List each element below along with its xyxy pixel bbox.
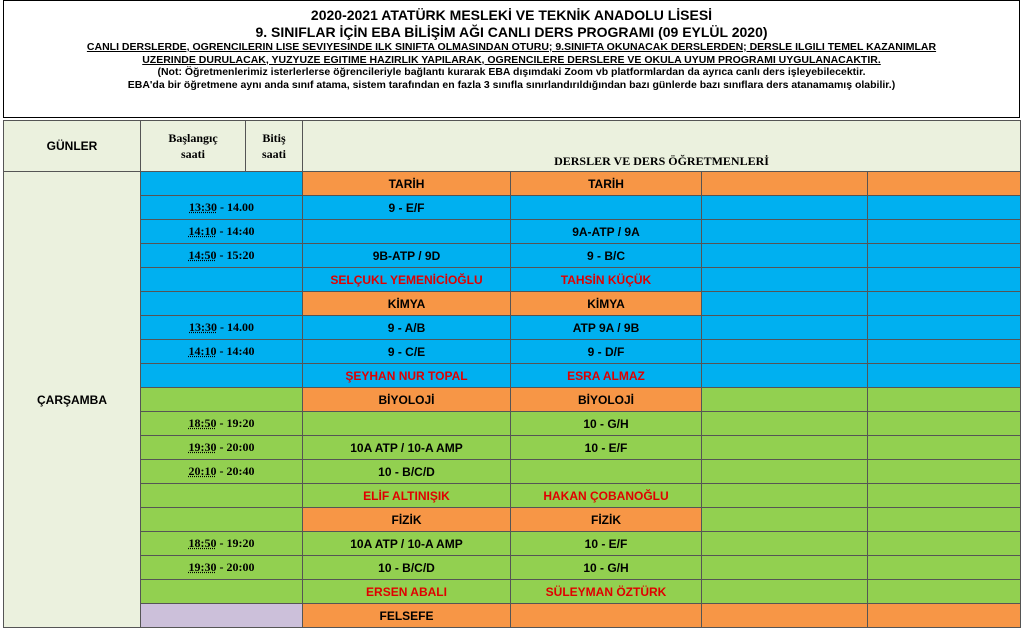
lesson-cell-3 (702, 388, 868, 412)
lesson-cell-1: ŞEYHAN NUR TOPAL (303, 364, 511, 388)
end-time: 19:20 (226, 416, 255, 430)
document-header (3, 0, 1020, 118)
lesson-cell-1: 10A ATP / 10-A AMP (303, 436, 511, 460)
lesson-cell-1: 9B-ATP / 9D (303, 244, 511, 268)
lesson-cell-3 (702, 292, 868, 316)
lesson-cell-1: FELSEFE (303, 604, 511, 628)
start-time: 19:30 (188, 440, 217, 454)
end-header-line2: saati (262, 147, 286, 161)
lesson-cell-3 (702, 604, 868, 628)
lesson-cell-1: SELÇUKL YEMENİCİOĞLU (303, 268, 511, 292)
start-header-line1: Başlangıç (168, 131, 218, 145)
lesson-cell-4 (868, 484, 1021, 508)
lesson-cell-2: SÜLEYMAN ÖZTÜRK (511, 580, 702, 604)
schedule-row (4, 436, 1021, 460)
lesson-cell-4 (868, 244, 1021, 268)
time-separator: - (216, 248, 227, 262)
end-time: 14.00 (227, 320, 254, 334)
lesson-cell-2 (511, 604, 702, 628)
end-time: 15:20 (226, 248, 255, 262)
time-cell (141, 484, 303, 508)
lesson-cell-2: 10 - G/H (511, 556, 702, 580)
lesson-cell-4 (868, 532, 1021, 556)
end-time: 20:00 (226, 440, 255, 454)
column-header-days: GÜNLER (4, 121, 141, 172)
lesson-cell-4 (868, 172, 1021, 196)
lesson-cell-4 (868, 196, 1021, 220)
lesson-cell-3 (702, 412, 868, 436)
lesson-cell-4 (868, 340, 1021, 364)
column-header-lessons: DERSLER VE DERS ÖĞRETMENLERİ (303, 121, 1021, 172)
time-separator: - (216, 224, 227, 238)
schedule-row (4, 196, 1021, 220)
lesson-cell-2: ATP 9A / 9B (511, 316, 702, 340)
schedule-row (4, 388, 1021, 412)
lesson-cell-1: KİMYA (303, 292, 511, 316)
lesson-cell-4 (868, 268, 1021, 292)
end-time: 20:00 (226, 560, 255, 574)
lesson-cell-4 (868, 460, 1021, 484)
time-cell (141, 436, 303, 460)
schedule-row (4, 292, 1021, 316)
schedule-row (4, 580, 1021, 604)
school-title: 2020-2021 ATATÜRK MESLEKİ VE TEKNİK ANADOLU LİSESİ (310, 7, 713, 23)
lesson-cell-3 (702, 436, 868, 460)
time-separator: - (217, 320, 227, 334)
start-time: 14:50 (188, 248, 217, 262)
lesson-cell-2: TARİH (511, 172, 702, 196)
time-cell (141, 244, 303, 268)
lesson-cell-3 (702, 196, 868, 220)
end-time: 20:40 (226, 464, 255, 478)
start-time: 19:30 (188, 560, 217, 574)
end-time: 14:40 (226, 224, 255, 238)
schedule-row (4, 340, 1021, 364)
time-separator: - (216, 464, 227, 478)
lesson-cell-3 (702, 244, 868, 268)
lesson-cell-4 (868, 604, 1021, 628)
lesson-cell-2: TAHSİN KÜÇÜK (511, 268, 702, 292)
lesson-cell-2: HAKAN ÇOBANOĞLU (511, 484, 702, 508)
lesson-cell-1: ERSEN ABALI (303, 580, 511, 604)
lesson-cell-4 (868, 388, 1021, 412)
column-header-end (246, 121, 303, 172)
lesson-cell-3 (702, 580, 868, 604)
lesson-cell-1: ELİF ALTINIŞIK (303, 484, 511, 508)
lesson-cell-3 (702, 220, 868, 244)
start-time: 18:50 (188, 536, 217, 550)
schedule-row (4, 268, 1021, 292)
lesson-cell-1: 9 - A/B (303, 316, 511, 340)
time-separator: - (216, 344, 227, 358)
lesson-cell-2: BİYOLOJİ (511, 388, 702, 412)
note-line-2: EBA'da bir öğretmene aynı anda sınıf atama, sistem tarafından en fazla 3 sınıfla sınırlandırıldığından bazı günlerde bazı sınıflara ders atanamamış olabilir.) (127, 78, 896, 91)
info-line-1: CANLI DERSLERDE, OGRENCILERIN LISE SEVIYESINDE ILK SINIFTA OLMASINDAN OTURU; 9.SINIFTA OKUNACAK DERSLERDEN; DERSLE ILGILI TEMEL KAZANIMLAR (86, 41, 937, 53)
lesson-cell-3 (702, 364, 868, 388)
schedule-row (4, 532, 1021, 556)
lesson-cell-2: KİMYA (511, 292, 702, 316)
schedule-row (4, 556, 1021, 580)
column-header-start (141, 121, 246, 172)
lesson-cell-3 (702, 172, 868, 196)
lesson-cell-2: 10 - E/F (511, 532, 702, 556)
lesson-cell-1: 10 - B/C/D (303, 556, 511, 580)
time-cell (141, 412, 303, 436)
start-time: 14:10 (188, 344, 217, 358)
lesson-cell-1: TARİH (303, 172, 511, 196)
lesson-cell-2: 9 - D/F (511, 340, 702, 364)
time-separator: - (217, 200, 227, 214)
time-cell (141, 292, 303, 316)
lesson-cell-4 (868, 316, 1021, 340)
lesson-cell-2: ESRA ALMAZ (511, 364, 702, 388)
lesson-cell-3 (702, 556, 868, 580)
lesson-cell-1: 9 - C/E (303, 340, 511, 364)
start-time: 18:50 (188, 416, 217, 430)
end-time: 14.00 (227, 200, 254, 214)
start-time: 20:10 (188, 464, 217, 478)
lesson-cell-4 (868, 292, 1021, 316)
time-cell (141, 580, 303, 604)
start-time: 13:30 (189, 320, 217, 334)
lesson-cell-2: 10 - G/H (511, 412, 702, 436)
lesson-cell-2 (511, 460, 702, 484)
lesson-cell-1: 10 - B/C/D (303, 460, 511, 484)
lesson-cell-2: FİZİK (511, 508, 702, 532)
lesson-cell-3 (702, 484, 868, 508)
lesson-cell-2: 10 - E/F (511, 436, 702, 460)
lesson-cell-1: 10A ATP / 10-A AMP (303, 532, 511, 556)
time-separator: - (216, 416, 227, 430)
time-cell (141, 316, 303, 340)
lesson-cell-1: FİZİK (303, 508, 511, 532)
start-time: 13:30 (189, 200, 217, 214)
info-line-2: UZERINDE DURULACAK, YUZYUZE EGITIME HAZIRLIK YAPILARAK, OGRENCILERE DERSLERE VE OKULA UYUM PROGRAMI UYGULANACAKTIR. (142, 53, 881, 66)
time-separator: - (216, 440, 227, 454)
schedule-row (4, 364, 1021, 388)
time-cell (141, 460, 303, 484)
lesson-cell-4 (868, 580, 1021, 604)
lesson-cell-3 (702, 340, 868, 364)
time-cell (141, 532, 303, 556)
lesson-cell-3 (702, 268, 868, 292)
lesson-cell-4 (868, 364, 1021, 388)
lesson-cell-3 (702, 532, 868, 556)
lesson-cell-2 (511, 196, 702, 220)
lesson-cell-4 (868, 508, 1021, 532)
schedule-row (4, 508, 1021, 532)
day-cell: ÇARŞAMBA (4, 172, 141, 628)
end-time: 19:20 (226, 536, 255, 550)
lesson-cell-3 (702, 460, 868, 484)
time-cell (141, 196, 303, 220)
program-title: 9. SINIFLAR İÇİN EBA BİLİŞİM AĞI CANLI DERS PROGRAMI (09 EYLÜL 2020) (255, 24, 768, 40)
lesson-cell-2: 9 - B/C (511, 244, 702, 268)
time-cell (141, 364, 303, 388)
schedule-row (4, 484, 1021, 508)
note-line-1: (Not: Öğretmenlerimiz isterlerlerse öğrencileriyle bağlantı kurarak EBA dışımdaki Zoom vb platformlardan da ayrıca canlı ders işleyebilecektir. (157, 66, 866, 78)
start-header-line2: saati (181, 147, 205, 161)
lesson-cell-4 (868, 556, 1021, 580)
lesson-cell-1 (303, 412, 511, 436)
time-cell (141, 268, 303, 292)
start-time: 14:10 (188, 224, 217, 238)
lesson-cell-4 (868, 220, 1021, 244)
time-cell (141, 220, 303, 244)
end-header-line1: Bitiş (262, 131, 286, 145)
schedule-row (4, 316, 1021, 340)
schedule-row (4, 604, 1021, 628)
end-time: 14:40 (226, 344, 255, 358)
time-cell (141, 172, 303, 196)
lesson-cell-2: 9A-ATP / 9A (511, 220, 702, 244)
lesson-cell-4 (868, 436, 1021, 460)
schedule-table (3, 120, 1021, 628)
lesson-cell-4 (868, 412, 1021, 436)
time-separator: - (216, 560, 227, 574)
time-cell (141, 388, 303, 412)
time-cell (141, 556, 303, 580)
time-cell (141, 340, 303, 364)
schedule-row (4, 220, 1021, 244)
schedule-row (4, 412, 1021, 436)
time-cell (141, 604, 303, 628)
lesson-cell-3 (702, 508, 868, 532)
schedule-row (4, 172, 1021, 196)
schedule-row (4, 460, 1021, 484)
lesson-cell-1: 9 - E/F (303, 196, 511, 220)
lesson-cell-3 (702, 316, 868, 340)
schedule-row (4, 244, 1021, 268)
lesson-cell-1: BİYOLOJİ (303, 388, 511, 412)
time-cell (141, 508, 303, 532)
time-separator: - (216, 536, 227, 550)
lesson-cell-1 (303, 220, 511, 244)
